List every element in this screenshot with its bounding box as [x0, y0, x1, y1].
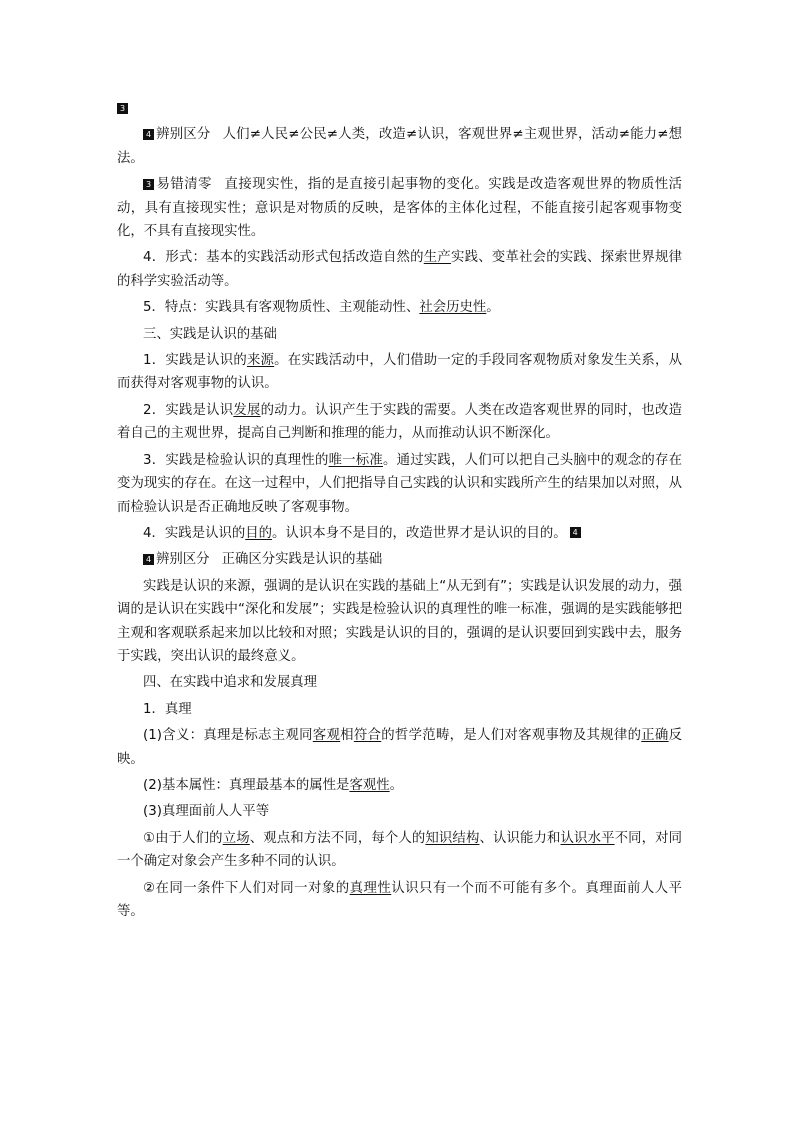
- marker-badge: 3: [117, 103, 128, 114]
- underlined-term: 真理性: [349, 880, 392, 896]
- underlined-term: 客观: [312, 728, 341, 744]
- paragraph-summary: 实践是认识的来源，强调的是认识在实践的基础上“从无到有”；实践是认识发展的动力，强调的是认识在实践中“深化和发展”；实践是检验认识的真理性的唯一标准，强调的是实践能够把主观和客观联系起来加以比较和对照；实践是认识的目的，强调的是认识要回到实践中去，服务于实践，突出认识的最终意义。: [117, 578, 682, 664]
- tip-tag: 易错清零: [156, 177, 213, 193]
- subheading-truth: 1．真理: [143, 701, 192, 717]
- text-span: 。: [389, 777, 403, 793]
- text-span: 的动力。认识产生于实践的需要。人类在改造客观世界的同时，也改造着自己的主观世界，提高自己判断和推理的能力，从而推动认识不断深化。: [117, 402, 683, 442]
- text-span: (2)基本属性：真理最基本的属性是: [143, 777, 350, 793]
- tip-error-clear: [117, 173, 682, 243]
- text-span: 。: [486, 300, 500, 316]
- text-span: 不同，对同一个确定对象会产生多种不同的认识。: [117, 830, 683, 870]
- paragraph-purpose: [117, 522, 682, 545]
- text-span: 的哲学范畴，是人们对客观事物及其规律的: [381, 728, 642, 744]
- underlined-term: 符合: [353, 728, 382, 744]
- text-span: ①由于人们的: [143, 830, 223, 846]
- text-span: (1)含义：真理是标志主观同: [143, 728, 313, 744]
- text-span: 。在实践活动中，人们借助一定的手段同客观物质对象发生关系，从而获得对客观事物的认识。: [117, 353, 683, 392]
- text-span: 4．实践是认识的: [143, 525, 246, 541]
- paragraph-motive: [117, 399, 682, 446]
- tip-text: 正确区分实践是认识的基础: [221, 552, 383, 568]
- text-span: 2．实践是认识: [143, 402, 234, 418]
- underlined-term: 知识结构: [425, 830, 480, 846]
- text-span: 3．实践是检验认识的真理性的: [143, 452, 329, 468]
- underlined-term: 正确: [641, 728, 669, 744]
- text-span: 4．形式：基本的实践活动形式包括改造自然的: [143, 250, 424, 266]
- paragraph-form: [117, 246, 682, 293]
- text-span: 、观点和方法不同，每个人的: [249, 830, 426, 846]
- paragraph-point-2: [117, 877, 682, 924]
- underlined-term: 客观性: [349, 777, 390, 793]
- tip-tag: 辨别区分: [156, 552, 210, 568]
- paragraph-definition: [117, 724, 682, 771]
- marker-badge: 4: [143, 554, 154, 565]
- paragraph-feature: [117, 296, 682, 319]
- underlined-term: 来源: [246, 353, 275, 369]
- marker-badge: 4: [570, 527, 581, 538]
- underlined-term: 目的: [245, 525, 273, 541]
- underlined-term: 唯一标准: [328, 452, 383, 468]
- section-heading-4: 四、在实践中追求和发展真理: [143, 675, 318, 691]
- text-span: 。认识本身不是目的，改造世界才是认识的目的。: [272, 525, 567, 541]
- text-span: 实践、变革社会的实践、探索世界规律的科学实验活动等。: [117, 250, 683, 289]
- tip-text: 人们≠人民≠公民≠人类，改造≠认识，客观世界≠主观世界，活动≠能力≠想法。: [117, 127, 682, 166]
- paragraph-standard: [117, 449, 682, 519]
- paragraph-source: [117, 349, 682, 396]
- paragraph-attribute: [117, 774, 682, 797]
- section-heading-3: 三、实践是认识的基础: [143, 326, 277, 342]
- tip-text: 直接现实性，指的是直接引起事物的变化。实践是改造客观世界的物质性活动，具有直接现实性；意识是对物质的反映，是客体的主体化过程，不能直接引起客观事物变化，不具有直接现实性。: [117, 177, 683, 240]
- marker-badge: 3: [143, 179, 154, 190]
- text-span: 1．实践是认识的: [143, 353, 247, 369]
- paragraph-equality-heading: (3)真理面前人人平等: [143, 804, 270, 820]
- tip-tag: 辨别区分: [156, 127, 211, 143]
- text-span: ②在同一条件下人们对同一对象的: [143, 880, 350, 896]
- underlined-term: 社会历史性: [419, 300, 487, 316]
- text-span: 5．特点：实践具有客观物质性、主观能动性、: [143, 300, 420, 316]
- marker-badge: 4: [143, 129, 154, 140]
- text-span: 认识只有一个而不可能有多个。真理面前人人平等。: [117, 880, 682, 919]
- underlined-term: 生产: [423, 250, 451, 266]
- text-span: 反映。: [117, 728, 683, 767]
- tip-distinguish-1: [117, 123, 682, 170]
- tip-distinguish-2: [117, 548, 682, 571]
- marker-line: [117, 97, 682, 120]
- document-body: [117, 97, 682, 926]
- underlined-term: 认识水平: [560, 830, 615, 846]
- paragraph-point-1: [117, 827, 682, 874]
- text-span: 、认识能力和: [479, 830, 561, 846]
- underlined-term: 发展: [233, 402, 261, 418]
- text-span: 。通过实践，人们可以把自己头脑中的观念的存在变为现实的存在。在这一过程中，人们把指导自己实践的认识和实践所产生的结果加以对照，从而检验认识是否正确地反映了客观事物。: [117, 452, 683, 515]
- text-span: 相: [340, 728, 354, 744]
- underlined-term: 立场: [222, 830, 250, 846]
